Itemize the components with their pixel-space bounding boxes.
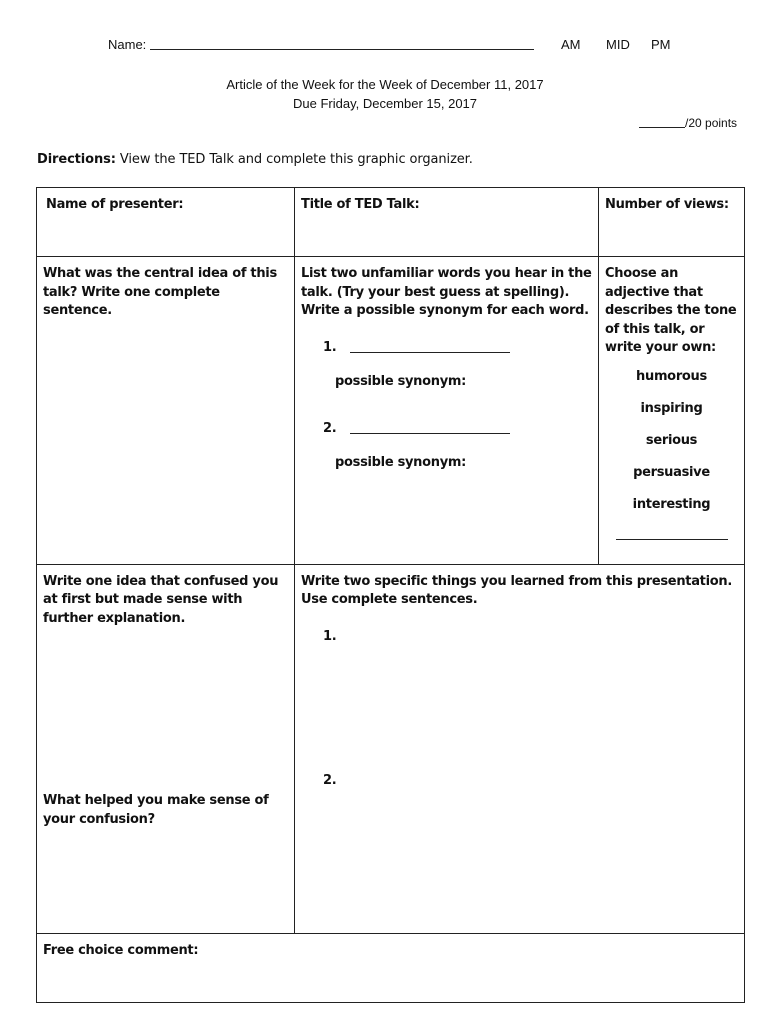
synonym-2-label: possible synonym: [335,455,467,470]
adjective-list [605,368,738,547]
talk-title-cell[interactable] [295,188,599,257]
table-row [37,933,745,1002]
learned-item-1: 1. [323,628,337,644]
directions [37,152,473,167]
directions-text: View the TED Talk and complete this graphic organizer. [115,152,473,167]
table-row [37,257,745,565]
name-blank-line[interactable] [150,37,534,50]
graphic-organizer-table [36,187,745,1003]
adjective-serious[interactable]: serious [645,432,698,448]
adjective-humorous[interactable]: humorous [636,368,707,384]
confused-idea-cell[interactable] [37,564,295,933]
word-2-number: 2. [323,420,337,436]
period-am[interactable]: AM [561,37,581,52]
learned-cell[interactable] [295,564,745,933]
tone-cell[interactable] [599,257,745,565]
presenter-cell[interactable] [37,188,295,257]
name-field[interactable] [108,37,534,52]
points-field[interactable] [639,116,737,130]
adjective-inspiring[interactable]: inspiring [640,400,703,416]
helped-prompt: What helped you make sense of your confusion? [43,793,269,827]
word-1-item [301,339,592,358]
points-label: /20 points [685,116,738,130]
views-cell[interactable] [599,188,745,257]
confused-idea-prompt: Write one idea that confused you at first but made sense with further explanation. [43,573,279,626]
word-1-number: 1. [323,339,337,355]
adjective-persuasive[interactable]: persuasive [633,464,710,480]
synonym-1-label: possible synonym: [335,374,467,389]
free-choice-cell[interactable] [37,933,745,1002]
document-title: Article of the Week for the Week of December 11, 2017 [226,77,544,92]
table-row [37,188,745,257]
period-mid[interactable]: MID [606,37,630,52]
word-2-item [301,420,592,439]
unfamiliar-words-cell[interactable] [295,257,599,565]
points-blank-line[interactable] [639,116,685,128]
name-label: Name: [108,37,147,52]
unfamiliar-words-prompt: List two unfamiliar words you hear in the talk. (Try your best guess at spelling). Write a possible synonym for each word. [301,266,592,318]
central-idea-cell[interactable] [37,257,295,565]
tone-prompt: Choose an adjective that describes the tone of this talk, or write your own: [605,266,737,355]
views-label: Number of views: [605,197,729,212]
central-idea-prompt: What was the central idea of this talk? Write one complete sentence. [43,266,277,318]
due-date: Due Friday, December 15, 2017 [292,96,478,111]
word-2-blank[interactable] [350,421,510,434]
word-1-blank[interactable] [350,340,510,353]
learned-item-2: 2. [323,773,337,788]
directions-label: Directions: [37,152,116,167]
presenter-label: Name of presenter: [46,197,184,212]
learned-prompt: Write two specific things you learned from this presentation. Use complete sentences. [301,573,732,607]
adjective-own-blank[interactable] [616,529,728,540]
free-choice-label: Free choice comment: [43,942,199,958]
talk-title-label: Title of TED Talk: [301,197,420,212]
period-pm[interactable]: PM [651,37,671,52]
table-row [37,564,745,933]
adjective-interesting[interactable]: interesting [632,496,711,512]
